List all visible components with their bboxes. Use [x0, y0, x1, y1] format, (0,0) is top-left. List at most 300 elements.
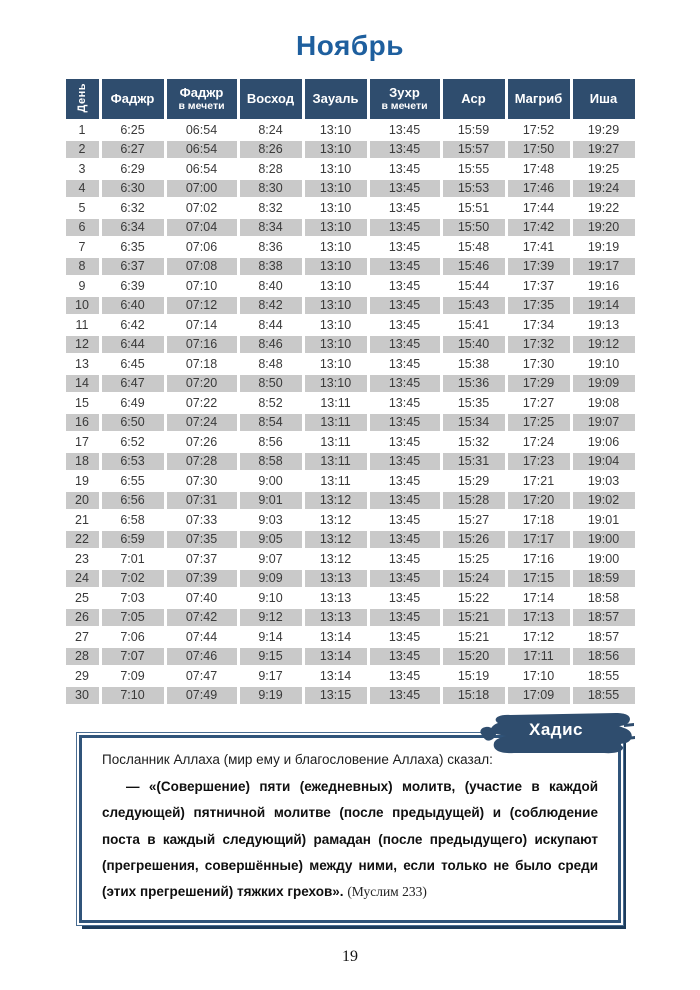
time-cell: 13:10	[305, 316, 367, 334]
time-cell: 7:02	[102, 570, 164, 588]
time-cell: 6:45	[102, 355, 164, 373]
table-row	[66, 433, 635, 451]
day-cell: 20	[66, 492, 99, 510]
time-cell: 15:19	[443, 667, 505, 685]
time-cell: 13:45	[370, 160, 440, 178]
day-cell: 4	[66, 180, 99, 198]
time-cell: 13:10	[305, 238, 367, 256]
time-cell: 17:09	[508, 687, 570, 705]
day-cell: 13	[66, 355, 99, 373]
column-header-4: Зауаль	[305, 79, 367, 119]
time-cell: 13:45	[370, 316, 440, 334]
day-cell: 30	[66, 687, 99, 705]
time-cell: 8:50	[240, 375, 302, 393]
time-cell: 19:16	[573, 277, 635, 295]
time-cell: 17:29	[508, 375, 570, 393]
time-cell: 15:55	[443, 160, 505, 178]
table-row	[66, 297, 635, 315]
time-cell: 07:31	[167, 492, 237, 510]
time-cell: 13:45	[370, 550, 440, 568]
table-row	[66, 277, 635, 295]
time-cell: 13:13	[305, 609, 367, 627]
day-cell: 12	[66, 336, 99, 354]
day-cell: 3	[66, 160, 99, 178]
time-cell: 13:10	[305, 258, 367, 276]
time-cell: 19:13	[573, 316, 635, 334]
table-row	[66, 628, 635, 646]
time-cell: 15:24	[443, 570, 505, 588]
day-cell: 14	[66, 375, 99, 393]
time-cell: 8:42	[240, 297, 302, 315]
time-cell: 17:37	[508, 277, 570, 295]
time-cell: 13:13	[305, 589, 367, 607]
day-cell: 1	[66, 121, 99, 139]
hadith-box	[79, 735, 621, 923]
time-cell: 19:02	[573, 492, 635, 510]
time-cell: 17:11	[508, 648, 570, 666]
page-number: 19	[342, 947, 358, 965]
time-cell: 6:34	[102, 219, 164, 237]
time-cell: 18:57	[573, 609, 635, 627]
time-cell: 13:10	[305, 336, 367, 354]
time-cell: 07:02	[167, 199, 237, 217]
time-cell: 17:14	[508, 589, 570, 607]
time-cell: 15:26	[443, 531, 505, 549]
time-cell: 13:45	[370, 414, 440, 432]
time-cell: 07:26	[167, 433, 237, 451]
time-cell: 07:42	[167, 609, 237, 627]
time-cell: 15:59	[443, 121, 505, 139]
time-cell: 6:59	[102, 531, 164, 549]
time-cell: 8:30	[240, 180, 302, 198]
time-cell: 07:47	[167, 667, 237, 685]
time-cell: 17:46	[508, 180, 570, 198]
time-cell: 13:10	[305, 180, 367, 198]
time-cell: 07:00	[167, 180, 237, 198]
time-cell: 17:42	[508, 219, 570, 237]
time-cell: 13:11	[305, 453, 367, 471]
time-cell: 07:40	[167, 589, 237, 607]
time-cell: 13:45	[370, 355, 440, 373]
day-cell: 11	[66, 316, 99, 334]
time-cell: 19:27	[573, 141, 635, 159]
day-cell: 21	[66, 511, 99, 529]
time-cell: 18:58	[573, 589, 635, 607]
time-cell: 6:44	[102, 336, 164, 354]
time-cell: 13:11	[305, 433, 367, 451]
table-row	[66, 258, 635, 276]
table-row	[66, 453, 635, 471]
day-cell: 9	[66, 277, 99, 295]
time-cell: 19:00	[573, 531, 635, 549]
time-cell: 19:20	[573, 219, 635, 237]
time-cell: 17:18	[508, 511, 570, 529]
time-cell: 15:27	[443, 511, 505, 529]
time-cell: 8:46	[240, 336, 302, 354]
time-cell: 13:10	[305, 199, 367, 217]
time-cell: 6:29	[102, 160, 164, 178]
time-cell: 13:45	[370, 199, 440, 217]
time-cell: 17:34	[508, 316, 570, 334]
column-header-8: Иша	[573, 79, 635, 119]
time-cell: 07:49	[167, 687, 237, 705]
time-cell: 17:20	[508, 492, 570, 510]
column-header-5: Зухр в мечети	[370, 79, 440, 119]
day-cell: 24	[66, 570, 99, 588]
time-cell: 15:22	[443, 589, 505, 607]
time-cell: 13:12	[305, 492, 367, 510]
time-cell: 6:35	[102, 238, 164, 256]
day-cell: 10	[66, 297, 99, 315]
column-header-2: Фаджр в мечети	[167, 79, 237, 119]
time-cell: 9:03	[240, 511, 302, 529]
time-cell: 19:03	[573, 472, 635, 490]
time-cell: 6:47	[102, 375, 164, 393]
table-row	[66, 336, 635, 354]
time-cell: 8:48	[240, 355, 302, 373]
time-cell: 17:30	[508, 355, 570, 373]
time-cell: 9:10	[240, 589, 302, 607]
day-cell: 23	[66, 550, 99, 568]
table-row	[66, 375, 635, 393]
time-cell: 13:10	[305, 121, 367, 139]
table-row	[66, 414, 635, 432]
time-cell: 13:45	[370, 121, 440, 139]
time-cell: 17:48	[508, 160, 570, 178]
time-cell: 07:28	[167, 453, 237, 471]
day-cell: 25	[66, 589, 99, 607]
time-cell: 8:24	[240, 121, 302, 139]
time-cell: 15:40	[443, 336, 505, 354]
time-cell: 07:46	[167, 648, 237, 666]
time-cell: 9:14	[240, 628, 302, 646]
time-cell: 17:21	[508, 472, 570, 490]
day-cell: 27	[66, 628, 99, 646]
time-cell: 07:35	[167, 531, 237, 549]
time-cell: 8:26	[240, 141, 302, 159]
time-cell: 6:49	[102, 394, 164, 412]
time-cell: 15:57	[443, 141, 505, 159]
time-cell: 19:08	[573, 394, 635, 412]
day-cell: 16	[66, 414, 99, 432]
table-row	[66, 316, 635, 334]
table-row	[66, 589, 635, 607]
time-cell: 18:56	[573, 648, 635, 666]
hadith-quote: — «(Совершение) пяти (ежедневных) молитв, (участие в каждой следующей) пятничной молитве (после предыдущей) и (соблюдение поста в каждый следующий) рамадан (после предыдущего) искупают (прегрешения, совершённые) между ними, если только не было среди (этих прегрешений) тяжких грехов».	[102, 779, 598, 900]
column-header-7: Магриб	[508, 79, 570, 119]
time-cell: 19:04	[573, 453, 635, 471]
time-cell: 17:52	[508, 121, 570, 139]
day-cell: 26	[66, 609, 99, 627]
time-cell: 15:41	[443, 316, 505, 334]
time-cell: 6:32	[102, 199, 164, 217]
day-cell: 5	[66, 199, 99, 217]
table-row	[66, 121, 635, 139]
time-cell: 13:14	[305, 628, 367, 646]
day-cell: 6	[66, 219, 99, 237]
time-cell: 9:07	[240, 550, 302, 568]
time-cell: 13:45	[370, 511, 440, 529]
time-cell: 13:10	[305, 297, 367, 315]
time-cell: 17:39	[508, 258, 570, 276]
table-row	[66, 238, 635, 256]
time-cell: 19:01	[573, 511, 635, 529]
time-cell: 13:11	[305, 472, 367, 490]
time-cell: 19:24	[573, 180, 635, 198]
time-cell: 13:12	[305, 550, 367, 568]
table-row	[66, 219, 635, 237]
time-cell: 8:56	[240, 433, 302, 451]
time-cell: 6:40	[102, 297, 164, 315]
time-cell: 7:05	[102, 609, 164, 627]
time-cell: 07:33	[167, 511, 237, 529]
table-row	[66, 511, 635, 529]
time-cell: 19:07	[573, 414, 635, 432]
time-cell: 19:09	[573, 375, 635, 393]
time-cell: 13:45	[370, 297, 440, 315]
time-cell: 15:43	[443, 297, 505, 315]
time-cell: 13:45	[370, 141, 440, 159]
time-cell: 13:10	[305, 141, 367, 159]
time-cell: 9:09	[240, 570, 302, 588]
column-header-6: Аср	[443, 79, 505, 119]
time-cell: 9:17	[240, 667, 302, 685]
table-row	[66, 141, 635, 159]
time-cell: 07:04	[167, 219, 237, 237]
time-cell: 17:23	[508, 453, 570, 471]
time-cell: 13:45	[370, 238, 440, 256]
day-cell: 18	[66, 453, 99, 471]
time-cell: 13:45	[370, 433, 440, 451]
time-cell: 07:10	[167, 277, 237, 295]
time-cell: 6:50	[102, 414, 164, 432]
time-cell: 15:48	[443, 238, 505, 256]
table-row	[66, 180, 635, 198]
time-cell: 8:34	[240, 219, 302, 237]
time-cell: 13:13	[305, 570, 367, 588]
time-cell: 6:58	[102, 511, 164, 529]
time-cell: 9:15	[240, 648, 302, 666]
time-cell: 9:00	[240, 472, 302, 490]
time-cell: 8:38	[240, 258, 302, 276]
day-cell: 22	[66, 531, 99, 549]
time-cell: 8:54	[240, 414, 302, 432]
hadith-badge	[476, 711, 636, 757]
time-cell: 19:14	[573, 297, 635, 315]
time-cell: 07:14	[167, 316, 237, 334]
time-cell: 15:28	[443, 492, 505, 510]
time-cell: 7:01	[102, 550, 164, 568]
time-cell: 19:29	[573, 121, 635, 139]
time-cell: 13:45	[370, 277, 440, 295]
table-row	[66, 550, 635, 568]
time-cell: 9:12	[240, 609, 302, 627]
time-cell: 13:45	[370, 219, 440, 237]
time-cell: 6:30	[102, 180, 164, 198]
time-cell: 13:11	[305, 414, 367, 432]
time-cell: 13:45	[370, 394, 440, 412]
page-title: Ноябрь	[296, 30, 404, 61]
time-cell: 13:45	[370, 609, 440, 627]
time-cell: 17:25	[508, 414, 570, 432]
time-cell: 07:12	[167, 297, 237, 315]
time-cell: 18:55	[573, 687, 635, 705]
hadith-source: (Муслим 233)	[347, 884, 427, 900]
time-cell: 8:36	[240, 238, 302, 256]
time-cell: 07:20	[167, 375, 237, 393]
time-cell: 13:12	[305, 531, 367, 549]
time-cell: 8:44	[240, 316, 302, 334]
time-cell: 07:24	[167, 414, 237, 432]
time-cell: 7:10	[102, 687, 164, 705]
time-cell: 13:45	[370, 375, 440, 393]
time-cell: 17:32	[508, 336, 570, 354]
time-cell: 06:54	[167, 160, 237, 178]
time-cell: 9:05	[240, 531, 302, 549]
time-cell: 8:40	[240, 277, 302, 295]
hadith-section	[76, 720, 624, 926]
time-cell: 15:53	[443, 180, 505, 198]
time-cell: 19:00	[573, 550, 635, 568]
column-header-3: Восход	[240, 79, 302, 119]
time-cell: 18:55	[573, 667, 635, 685]
time-cell: 13:10	[305, 219, 367, 237]
time-cell: 15:25	[443, 550, 505, 568]
time-cell: 15:31	[443, 453, 505, 471]
time-cell: 6:53	[102, 453, 164, 471]
table-row	[66, 648, 635, 666]
time-cell: 6:27	[102, 141, 164, 159]
time-cell: 13:14	[305, 648, 367, 666]
time-cell: 17:13	[508, 609, 570, 627]
table-row	[66, 492, 635, 510]
time-cell: 15:50	[443, 219, 505, 237]
table-row	[66, 199, 635, 217]
time-cell: 13:14	[305, 667, 367, 685]
time-cell: 19:17	[573, 258, 635, 276]
time-cell: 9:01	[240, 492, 302, 510]
table-row	[66, 394, 635, 412]
time-cell: 7:03	[102, 589, 164, 607]
time-cell: 13:10	[305, 160, 367, 178]
time-cell: 8:58	[240, 453, 302, 471]
time-cell: 13:45	[370, 667, 440, 685]
time-cell: 15:32	[443, 433, 505, 451]
time-cell: 15:46	[443, 258, 505, 276]
time-cell: 07:44	[167, 628, 237, 646]
time-cell: 13:45	[370, 258, 440, 276]
time-cell: 13:45	[370, 628, 440, 646]
time-cell: 13:45	[370, 336, 440, 354]
table-row	[66, 609, 635, 627]
time-cell: 13:45	[370, 472, 440, 490]
time-cell: 19:22	[573, 199, 635, 217]
day-cell: 19	[66, 472, 99, 490]
time-cell: 15:18	[443, 687, 505, 705]
time-cell: 19:10	[573, 355, 635, 373]
day-cell: 17	[66, 433, 99, 451]
time-cell: 07:22	[167, 394, 237, 412]
time-cell: 15:29	[443, 472, 505, 490]
day-cell: 28	[66, 648, 99, 666]
time-cell: 18:59	[573, 570, 635, 588]
day-cell: 15	[66, 394, 99, 412]
day-cell: 7	[66, 238, 99, 256]
time-cell: 17:50	[508, 141, 570, 159]
time-cell: 13:12	[305, 511, 367, 529]
time-cell: 06:54	[167, 141, 237, 159]
time-cell: 13:10	[305, 277, 367, 295]
time-cell: 17:35	[508, 297, 570, 315]
time-cell: 13:11	[305, 394, 367, 412]
column-header-0: День	[66, 79, 99, 119]
column-header-1: Фаджр	[102, 79, 164, 119]
time-cell: 15:35	[443, 394, 505, 412]
time-cell: 17:12	[508, 628, 570, 646]
time-cell: 19:06	[573, 433, 635, 451]
time-cell: 15:21	[443, 609, 505, 627]
time-cell: 8:32	[240, 199, 302, 217]
table-row	[66, 570, 635, 588]
time-cell: 13:45	[370, 589, 440, 607]
time-cell: 13:10	[305, 375, 367, 393]
day-cell: 2	[66, 141, 99, 159]
time-cell: 15:34	[443, 414, 505, 432]
time-cell: 6:55	[102, 472, 164, 490]
time-cell: 07:06	[167, 238, 237, 256]
time-cell: 8:28	[240, 160, 302, 178]
time-cell: 13:45	[370, 180, 440, 198]
hadith-badge-label: Хадис	[529, 720, 583, 739]
time-cell: 17:15	[508, 570, 570, 588]
time-cell: 15:44	[443, 277, 505, 295]
time-cell: 15:38	[443, 355, 505, 373]
time-cell: 6:42	[102, 316, 164, 334]
time-cell: 7:06	[102, 628, 164, 646]
time-cell: 8:52	[240, 394, 302, 412]
time-cell: 17:44	[508, 199, 570, 217]
table-row	[66, 531, 635, 549]
prayer-table-head-row	[66, 79, 635, 119]
time-cell: 19:25	[573, 160, 635, 178]
table-row	[66, 687, 635, 705]
time-cell: 13:45	[370, 687, 440, 705]
time-cell: 13:45	[370, 648, 440, 666]
table-row	[66, 355, 635, 373]
time-cell: 17:41	[508, 238, 570, 256]
time-cell: 15:21	[443, 628, 505, 646]
time-cell: 6:39	[102, 277, 164, 295]
time-cell: 13:10	[305, 355, 367, 373]
time-cell: 13:45	[370, 453, 440, 471]
time-cell: 17:10	[508, 667, 570, 685]
time-cell: 17:27	[508, 394, 570, 412]
time-cell: 17:17	[508, 531, 570, 549]
time-cell: 6:56	[102, 492, 164, 510]
time-cell: 07:39	[167, 570, 237, 588]
hadith-frame	[76, 732, 624, 926]
time-cell: 17:24	[508, 433, 570, 451]
time-cell: 7:07	[102, 648, 164, 666]
time-cell: 07:30	[167, 472, 237, 490]
time-cell: 18:57	[573, 628, 635, 646]
day-cell: 8	[66, 258, 99, 276]
time-cell: 15:20	[443, 648, 505, 666]
time-cell: 06:54	[167, 121, 237, 139]
time-cell: 07:08	[167, 258, 237, 276]
time-cell: 07:37	[167, 550, 237, 568]
time-cell: 6:52	[102, 433, 164, 451]
